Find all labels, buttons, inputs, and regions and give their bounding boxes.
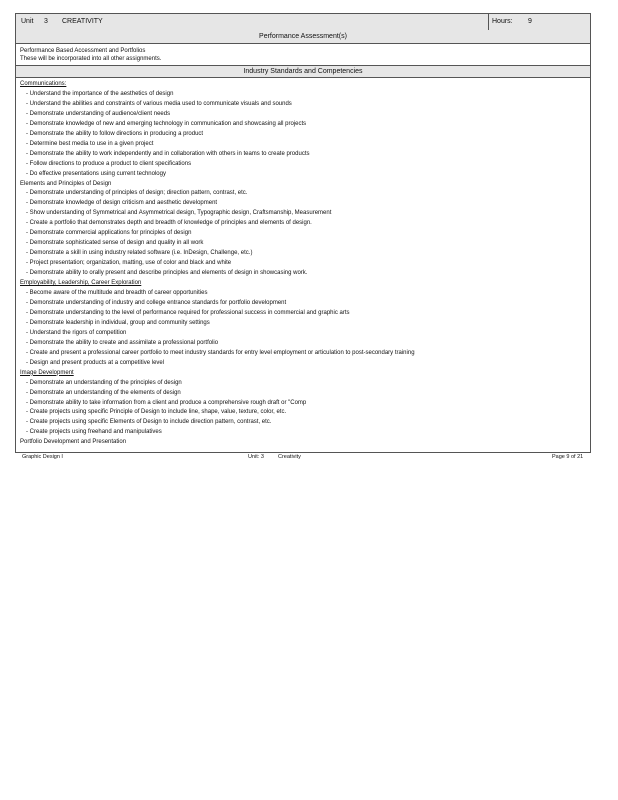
standard-item: - Demonstrate the ability to create and assimilate a professional portfolio (26, 339, 219, 346)
section-heading: Communications: (20, 81, 67, 87)
standard-item: - Create projects using freehand and manipulatives (26, 429, 162, 436)
standards-heading: Industry Standards and Competencies (16, 65, 590, 78)
section-heading: Employability, Leadership, Career Exploration (20, 280, 142, 287)
standard-item: - Demonstrate the ability to follow directions in producing a product (26, 130, 204, 137)
curriculum-page (15, 13, 591, 453)
standard-item: - Demonstrate leadership in individual, group and community settings (26, 319, 210, 326)
standard-item: - Demonstrate understanding of principles of design; direction pattern, contrast, etc. (26, 190, 248, 197)
performance-line: Performance Based Accessment and Portfolios (20, 48, 146, 54)
standard-item: - Design and present products at a competitive level (26, 359, 165, 366)
standard-item: - Create a portfolio that demonstrates depth and breadth of knowledge of principles and elements of design. (26, 220, 312, 227)
standard-item: - Create projects using specific Principle of Design to include line, shape, value, texture, color, etc. (26, 409, 287, 416)
standard-item: - Project presentation; organization, matting, use of color and black and white (26, 260, 232, 267)
performance-heading: Performance Assessment(s) (15, 30, 591, 44)
standard-item: - Demonstrate understanding of audience/client needs (26, 110, 171, 117)
footer-course: Graphic Design I (22, 454, 63, 460)
page-footer (22, 454, 586, 462)
performance-text (16, 44, 590, 65)
standard-item: - Demonstrate ability to take information from a client and produce a comprehensive rough draft or "Comp (26, 399, 307, 406)
standard-item: - Demonstrate commercial applications for principles of design (26, 230, 192, 237)
standard-item: - Demonstrate understanding of industry and college entrance standards for portfolio development (26, 299, 287, 306)
standard-item: - Demonstrate understanding to the level of performance required for professional success in commercial and graphic arts (26, 309, 350, 316)
footer-unit: Unit: 3 (248, 454, 264, 460)
unit-label: Unit (21, 18, 34, 25)
standard-item: - Determine best media to use in a given project (26, 140, 154, 147)
footer-unit-title: Creativity (278, 454, 301, 460)
footer-page: Page 9 of 21 (552, 454, 584, 460)
header-divider (488, 14, 489, 30)
unit-header (15, 13, 591, 30)
standard-item: - Follow directions to produce a product to client specifications (26, 160, 192, 167)
section-heading: Elements and Principles of Design (20, 180, 112, 187)
standard-item: - Demonstrate an understanding of the principles of design (26, 379, 182, 386)
section-heading: Portfolio Development and Presentation (20, 439, 127, 446)
standard-item: - Demonstrate knowledge of design criticism and aesthetic development (26, 200, 218, 207)
standard-item: - Become aware of the multitude and breadth of career opportunities (26, 290, 208, 297)
unit-title: CREATIVITY (62, 18, 103, 25)
standard-item: - Do effective presentations using current technology (26, 170, 166, 177)
standard-item: - Demonstrate the ability to work independently and in collaboration with others in teams to create products (26, 150, 310, 157)
standards-list (16, 78, 590, 452)
standard-item: - Demonstrate a skill in using industry related software (i.e. InDesign, Challenge, etc.) (26, 250, 253, 257)
standard-item: - Understand the abilities and constraints of various media used to communicate visuals and sounds (26, 100, 292, 107)
standard-item: - Demonstrate an understanding of the elements of design (26, 389, 181, 396)
standard-item: - Create and present a professional career portfolio to meet industry standards for entry level employment or articulation to post-secondary training (26, 349, 415, 356)
standard-item: - Create projects using specific Elements of Design to include direction pattern, contrast, etc. (26, 419, 272, 426)
hours-label: Hours: (492, 18, 513, 25)
standard-item: - Demonstrate knowledge of new and emerging technology in communication and showcasing all projects (26, 120, 307, 127)
performance-line: These will be incorporated into all other assignments. (20, 56, 162, 62)
standard-item: - Demonstrate sophisticated sense of design and quality in all work (26, 240, 204, 247)
content-box (15, 44, 591, 453)
hours-value: 9 (528, 18, 532, 25)
section-heading: Image Development (20, 369, 74, 376)
standard-item: - Understand the importance of the aesthetics of design (26, 90, 174, 97)
unit-number: 3 (44, 18, 48, 25)
standard-item: - Demonstrate ability to orally present and describe principles and elements of design in showcasing work. (26, 270, 308, 277)
standard-item: - Understand the rigors of competition (26, 329, 127, 336)
standard-item: - Show understanding of Symmetrical and Asymmetrical design, Typographic design, Craftsmanship, Measurement (26, 210, 332, 217)
